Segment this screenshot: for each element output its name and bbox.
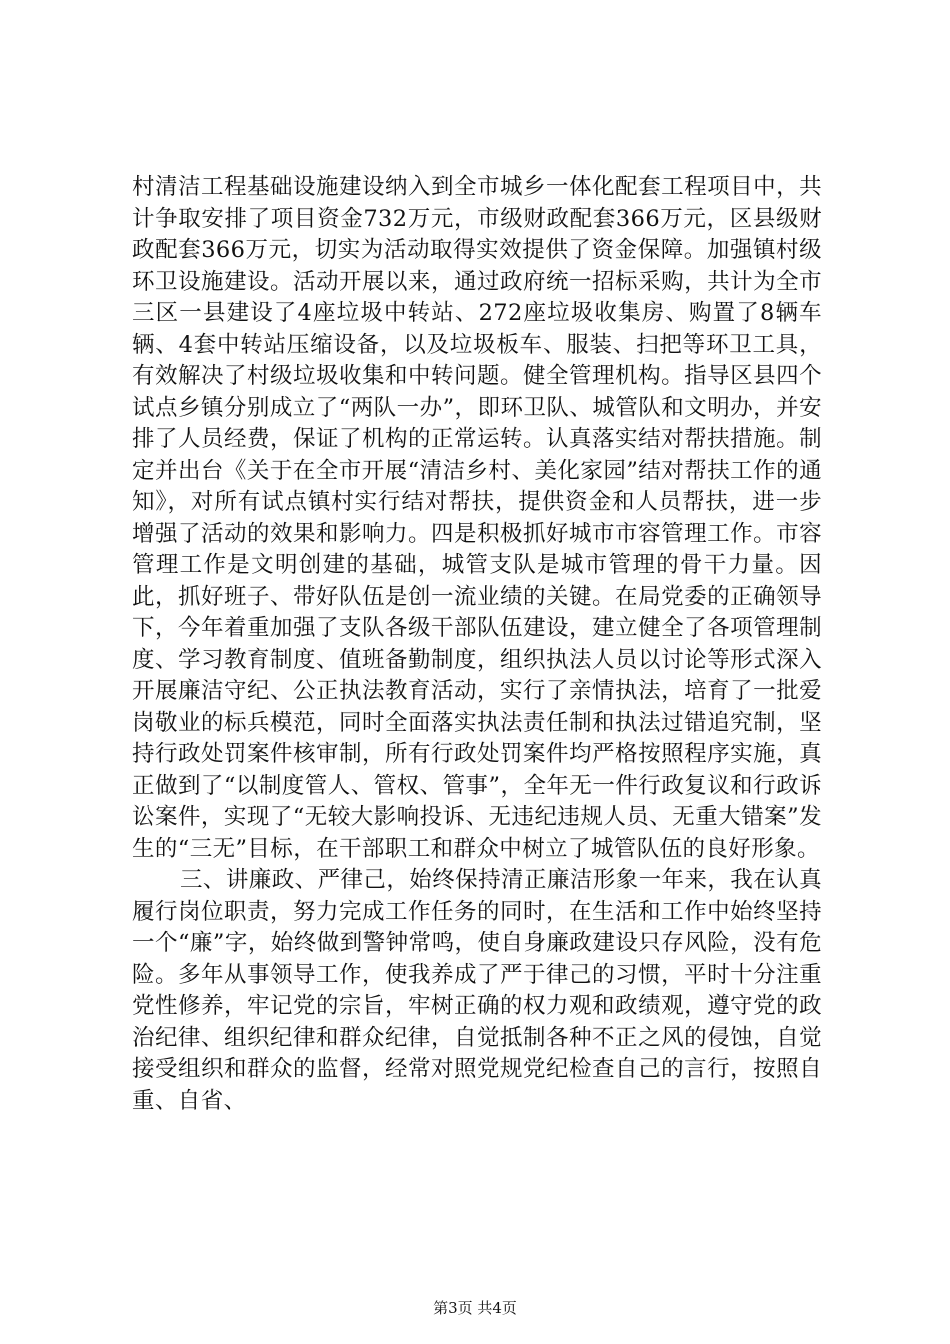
paragraph-section-three: 三、讲廉政、严律己，始终保持清正廉洁形象一年来，我在认真履行岗位职责，努力完成工作任务的同时，在生活和工作中始终坚持一个“廉”字，始终做到警钟常鸣，使自身廉政建设只存风险，没有危险。多年从事领导工作，使我养成了严于律己的习惯，平时十分注重党性修养，牢记党的宗旨，牢树正确的权力观和政绩观，遵守党的政治纪律、组织纪律和群众纪律，自觉抵制各种不正之风的侵蚀，自觉接受组织和群众的监督，经常对照党规党纪检查自己的言行，按照自重、自省、 (132, 867, 822, 1114)
document-body (132, 172, 822, 1117)
page-number-footer: 第3页 共4页 (433, 1299, 517, 1317)
paragraph-continuation: 村清洁工程基础设施建设纳入到全市城乡一体化配套工程项目中，共计争取安排了项目资金732万元，市级财政配套366万元，区县级财政配套366万元，切实为活动取得实效提供了资金保障。加强镇村级环卫设施建设。活动开展以来，通过政府统一招标采购，共计为全市三区一县建设了4座垃圾中转站、272座垃圾收集房、购置了8辆车辆、4套中转站压缩设备，以及垃圾板车、服装、扫把等环卫工具，有效解决了村级垃圾收集和中转问题。健全管理机构。指导区县四个试点乡镇分别成立了“两队一办”，即环卫队、城管队和文明办，并安排了人员经费，保证了机构的正常运转。认真落实结对帮扶措施。制定并出台《关于在全市开展“清洁乡村、美化家园”结对帮扶工作的通知》，对所有试点镇村实行结对帮扶，提供资金和人员帮扶，进一步增强了活动的效果和影响力。四是积极抓好城市市容管理工作。市容管理工作是文明创建的基础，城管支队是城市管理的骨干力量。因此，抓好班子、带好队伍是创一流业绩的关键。在局党委的正确领导下，今年着重加强了支队各级干部队伍建设，建立健全了各项管理制度、学习教育制度、值班备勤制度，组织执法人员以讨论等形式深入开展廉洁守纪、公正执法教育活动，实行了亲情执法，培育了一批爱岗敬业的标兵模范，同时全面落实执法责任制和执法过错追究制，坚持行政处罚案件核审制，所有行政处罚案件均严格按照程序实施，真正做到了“以制度管人、管权、管事”，全年无一件行政复议和行政诉讼案件，实现了“无较大影响投诉、无违纪违规人员、无重大错案”发生的“三无”目标，在干部职工和群众中树立了城管队伍的良好形象。 (132, 174, 822, 862)
